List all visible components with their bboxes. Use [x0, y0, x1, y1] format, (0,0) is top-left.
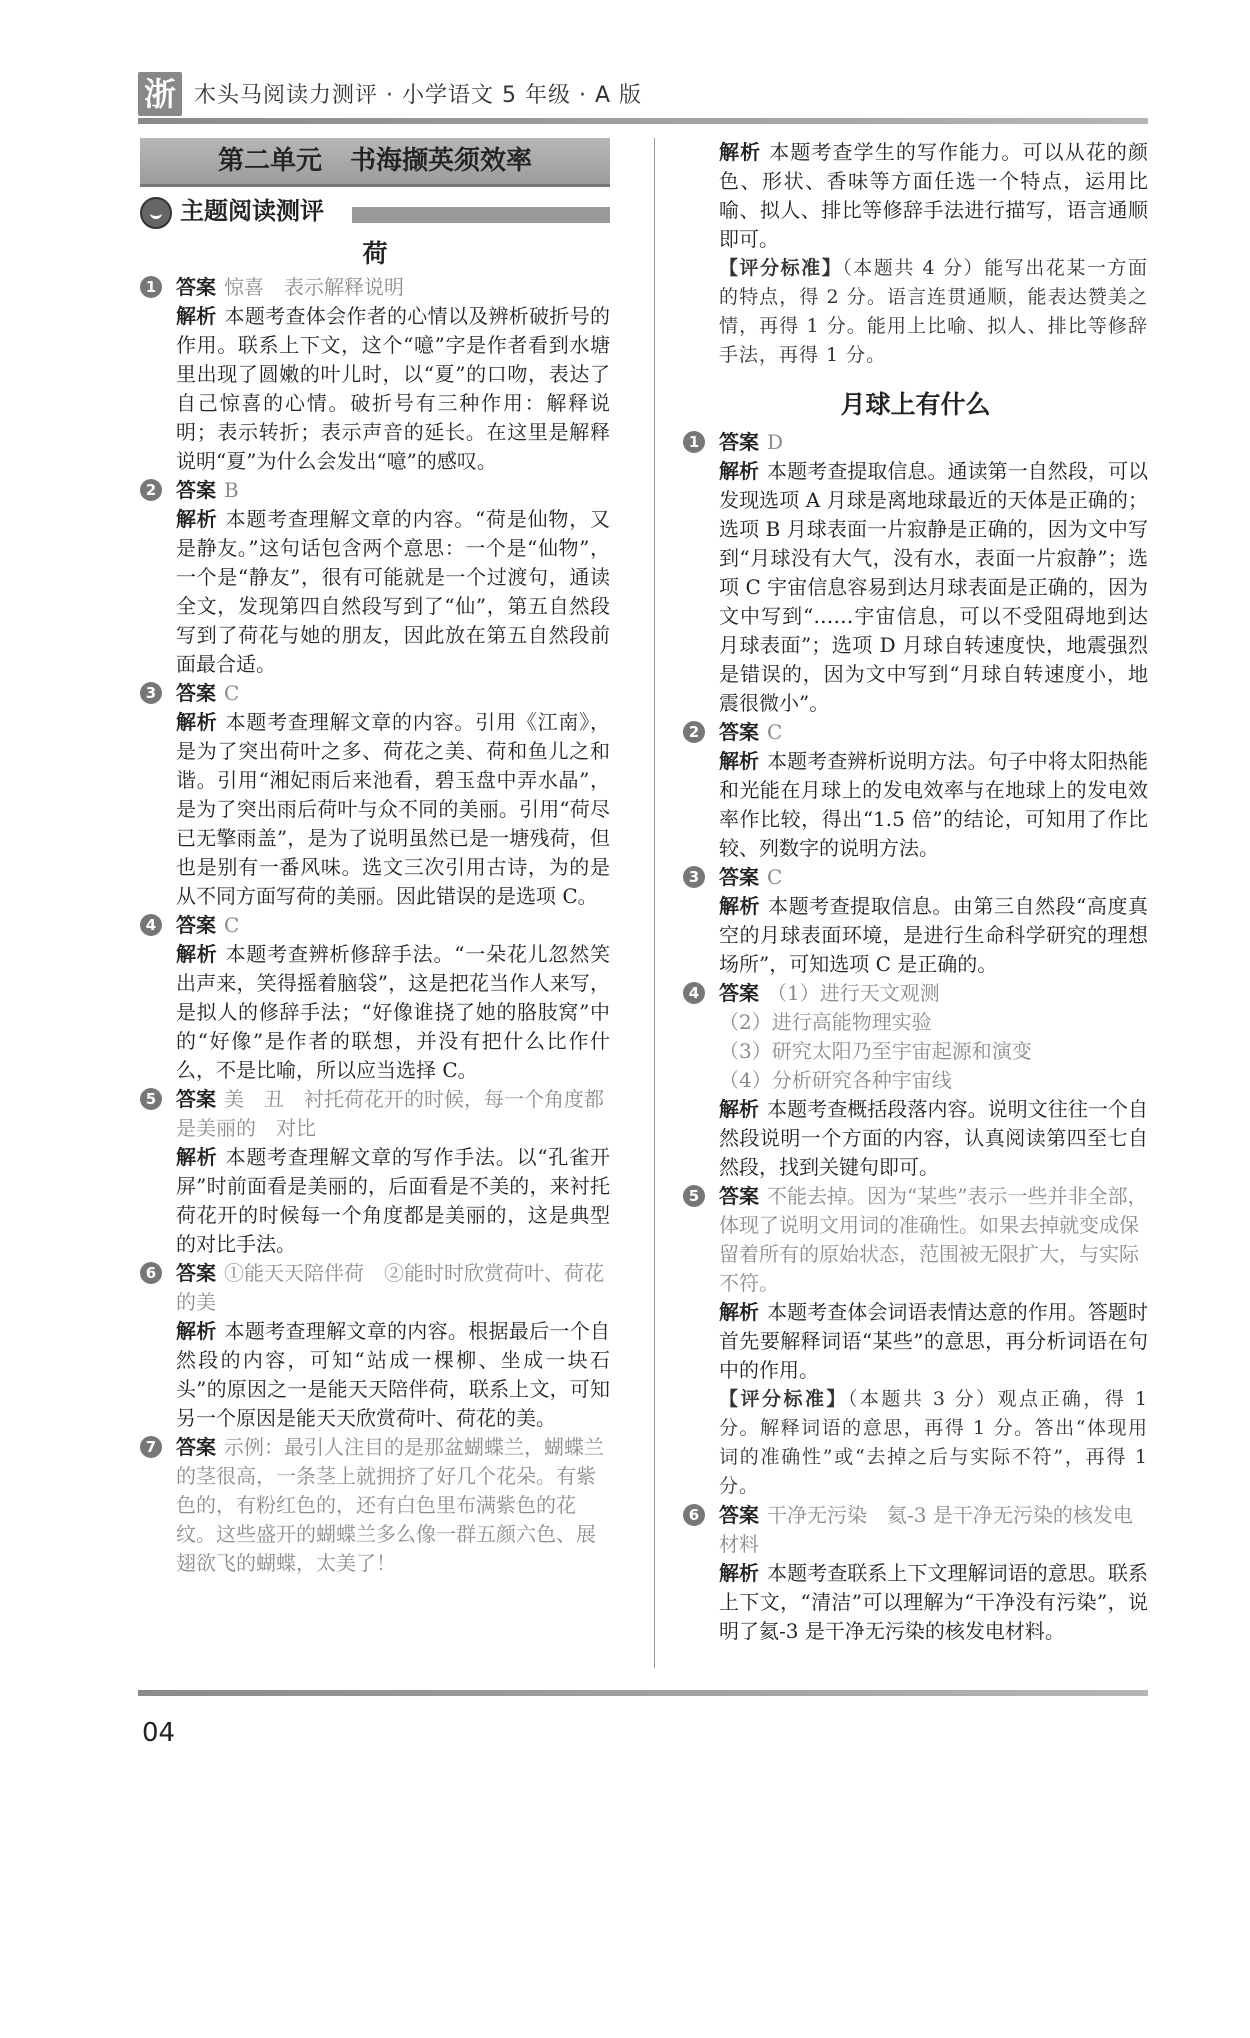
answer-label: 答案	[719, 1184, 759, 1208]
answer-text: 不能去掉。因为“某些”表示一些并非全部，体现了说明文用词的准确性。如果去掉就变成保留着所有的原始状态，范围被无限扩大，与实际不符。	[719, 1184, 1148, 1295]
unit-banner	[140, 138, 610, 187]
question-item	[140, 679, 610, 911]
question-item	[140, 1433, 610, 1578]
analysis-text: 本题考查体会词语表情达意的作用。答题时首先要解释词语“某些”的意思，再分析词语在句中的作用。	[719, 1300, 1149, 1382]
answer-text: C	[767, 720, 783, 744]
analysis-label: 解析	[176, 507, 218, 531]
article-title: 荷	[362, 239, 388, 268]
question-number: 4	[140, 914, 162, 936]
analysis-label: 解析	[719, 459, 760, 483]
page-number: 04	[142, 1718, 176, 1748]
answer-text: 美 丑 衬托荷花开的时候，每一个角度都是美丽的 对比	[176, 1087, 604, 1140]
question-item	[683, 1501, 1148, 1646]
analysis-label: 解析	[719, 140, 762, 164]
page-header	[138, 72, 1148, 122]
answer-label: 答案	[176, 913, 216, 937]
answer-text: 示例：最引人注目的是那盆蝴蝶兰，蝴蝶兰的茎很高，一条茎上就拥挤了好几个花朵。有紫色的，有粉红色的，还有白色里布满紫色的花纹。这些盛开的蝴蝶兰多么像一群五颜六色、展翅欲飞的蝴蝶，太美了！	[176, 1435, 604, 1575]
score-label: 【评分标准】	[719, 1388, 848, 1410]
question-item-continued	[683, 138, 1148, 370]
analysis-text: 本题考查辨析说明方法。句子中将太阳热能和光能在月球上的发电效率与在地球上的发电效率作比较，得出“1.5 倍”的结论，可知用了作比较、列数字的说明方法。	[719, 749, 1149, 860]
unit-number: 第二单元	[217, 146, 322, 176]
answer-label: 答案	[176, 478, 216, 502]
answer-line: （2）进行高能物理实验	[719, 1010, 932, 1034]
theme-bar	[352, 207, 610, 223]
question-number: 2	[140, 479, 162, 501]
question-number: 7	[140, 1436, 162, 1458]
answer-text: ①能天天陪伴荷 ②能时时欣赏荷叶、荷花的美	[176, 1261, 604, 1314]
answer-label: 答案	[719, 430, 759, 454]
answer-text: 惊喜 表示解释说明	[224, 275, 404, 299]
question-number: 5	[140, 1088, 162, 1110]
analysis-text: 本题考查理解文章的内容。引用《江南》，是为了突出荷叶之多、荷花之美、荷和鱼儿之和谐。引用“湘妃雨后来池看，碧玉盘中弄水晶”，是为了突出雨后荷叶与众不同的美丽。引用“荷尽已无擎雨盖”，是为了说明虽然已是一塘残荷，但也是别有一番风味。选文三次引用古诗，为的是从不同方面写荷的美丽。因此错误的是选项 C。	[176, 710, 611, 908]
analysis-label: 解析	[719, 749, 760, 773]
analysis-text: 本题考查提取信息。由第三自然段“高度真空的月球表面环境，是进行生命科学研究的理想场所”，可知选项 C 是正确的。	[719, 894, 1148, 976]
question-number: 1	[683, 431, 705, 453]
analysis-text: 本题考查理解文章的内容。“荷是仙物，又是静友。”这句话包含两个意思：一个是“仙物”，一个是“静友”，很有可能就是一个过渡句，通读全文，发现第四自然段写到了“仙”，第五自然段写到了荷花与她的朋友，因此放在第五自然段前面最合适。	[176, 507, 610, 676]
analysis-label: 解析	[719, 1300, 760, 1324]
header-rule	[138, 118, 1148, 124]
analysis-label: 解析	[176, 1319, 217, 1343]
score-text: （本题共 4 分）能写出花某一方面的特点，得 2 分。语言连贯通顺，能表达赞美之情，再得 1 分。能用上比喻、拟人、排比等修辞手法，再得 1 分。	[719, 257, 1148, 366]
article-title: 月球上有什么	[840, 390, 991, 419]
answer-label: 答案	[176, 275, 216, 299]
question-item	[683, 979, 1148, 1182]
answer-line: （3）研究太阳乃至宇宙起源和演变	[719, 1039, 1032, 1063]
analysis-text: 本题考查理解文章的内容。根据最后一个自然段的内容，可知“站成一棵柳、坐成一块石头”的原因之一是能天天陪伴荷，联系上文，可知另一个原因是能天天欣赏荷叶、荷花的美。	[176, 1319, 611, 1430]
analysis-label: 解析	[719, 1097, 760, 1121]
question-item	[140, 911, 610, 1085]
answer-label: 答案	[719, 1503, 759, 1527]
question-number: 5	[683, 1185, 705, 1207]
answer-text: D	[767, 430, 784, 454]
answer-line: （4）分析研究各种宇宙线	[719, 1068, 952, 1092]
theme-title: 主题阅读测评	[180, 197, 324, 225]
province-mark: 浙	[138, 72, 182, 116]
answer-text: C	[224, 681, 240, 705]
answer-text: C	[224, 913, 240, 937]
question-number: 6	[683, 1504, 705, 1526]
question-number: 4	[683, 982, 705, 1004]
answer-text: C	[767, 865, 783, 889]
question-item	[140, 273, 610, 476]
question-number: 1	[140, 276, 162, 298]
right-column	[683, 138, 1148, 1646]
theme-heading	[140, 195, 610, 235]
answer-label: 答案	[719, 865, 759, 889]
book-title: 木头马阅读力测评 · 小学语文 5 年级 · A 版	[194, 83, 642, 108]
question-number: 3	[140, 682, 162, 704]
analysis-text: 本题考查联系上下文理解词语的意思。联系上下文，“清洁”可以理解为“干净没有污染”，说明了氦-3 是干净无污染的核发电材料。	[719, 1561, 1149, 1643]
left-column	[140, 138, 610, 1578]
analysis-text: 本题考查辨析修辞手法。“一朵花儿忽然笑出声来，笑得摇着脑袋”，这是把花当作人来写，是拟人的修辞手法；“好像谁挠了她的胳肢窝”中的“好像”是作者的联想，并没有把什么比作什么，不是比喻，所以应当选择 C。	[176, 942, 610, 1082]
answer-label: 答案	[719, 981, 759, 1005]
question-item	[140, 1085, 610, 1259]
question-item	[683, 1182, 1148, 1501]
analysis-label: 解析	[719, 894, 761, 918]
answer-text: 干净无污染 氦-3 是干净无污染的核发电材料	[719, 1503, 1133, 1556]
answer-label: 答案	[176, 1261, 216, 1285]
score-text: （本题共 3 分）观点正确，得 1 分。解释词语的意思，再得 1 分。答出“体现用词的准确性”或“去掉之后与实际不符”，再得 1 分。	[719, 1388, 1148, 1497]
answer-label: 答案	[176, 1087, 216, 1111]
question-item	[140, 476, 610, 679]
analysis-text: 本题考查概括段落内容。说明文往往一个自然段说明一个方面的内容，认真阅读第四至七自然段，找到关键句即可。	[719, 1097, 1149, 1179]
analysis-label: 解析	[719, 1561, 760, 1585]
analysis-text: 本题考查提取信息。通读第一自然段，可以发现选项 A 月球是离地球最近的天体是正确的；选项 B 月球表面一片寂静是正确的，因为文中写到“月球没有大气，没有水，表面一片寂静”；选项 C 宇宙信息容易到达月球表面是正确的，因为文中写到“……宇宙信息，可以不受阻碍地到达月球表面”；选项 D 月球自转速度快，地震强烈是错误的，因为文中写到“月球自转速度小，地震很微小”。	[719, 459, 1149, 715]
analysis-label: 解析	[176, 710, 218, 734]
question-number: 2	[683, 721, 705, 743]
analysis-label: 解析	[176, 942, 218, 966]
footer-rule	[138, 1690, 1148, 1696]
mascot-icon	[140, 197, 172, 229]
analysis-label: 解析	[176, 304, 217, 328]
question-item	[683, 863, 1148, 979]
answer-label: 答案	[719, 720, 759, 744]
analysis-text: 本题考查学生的写作能力。可以从花的颜色、形状、香味等方面任选一个特点，运用比喻、拟人、排比等修辞手法进行描写，语言通顺即可。	[719, 140, 1149, 251]
analysis-text: 本题考查体会作者的心情以及辨析破折号的作用。联系上下文，这个“噫”字是作者看到水塘里出现了圆嫩的叶儿时，以“夏”的口吻，表达了自己惊喜的心情。破折号有三种作用：解释说明；表示转折；表示声音的延长。在这里是解释说明“夏”为什么会发出“噫”的感叹。	[176, 304, 611, 473]
question-number: 6	[140, 1262, 162, 1284]
answer-label: 答案	[176, 1435, 216, 1459]
unit-name: 书海撷英须效率	[350, 146, 533, 176]
question-number: 3	[683, 866, 705, 888]
answer-text: B	[224, 478, 239, 502]
answer-line: （1）进行天文观测	[767, 981, 940, 1005]
score-label: 【评分标准】	[719, 257, 843, 279]
analysis-label: 解析	[176, 1145, 218, 1169]
question-item	[683, 718, 1148, 863]
analysis-text: 本题考查理解文章的写作手法。以“孔雀开屏”时前面看是美丽的，后面看是不美的，来衬托荷花开的时候每一个角度都是美丽的，这是典型的对比手法。	[176, 1145, 610, 1256]
answer-label: 答案	[176, 681, 216, 705]
question-item	[140, 1259, 610, 1433]
column-divider	[654, 138, 655, 1668]
question-item	[683, 428, 1148, 718]
